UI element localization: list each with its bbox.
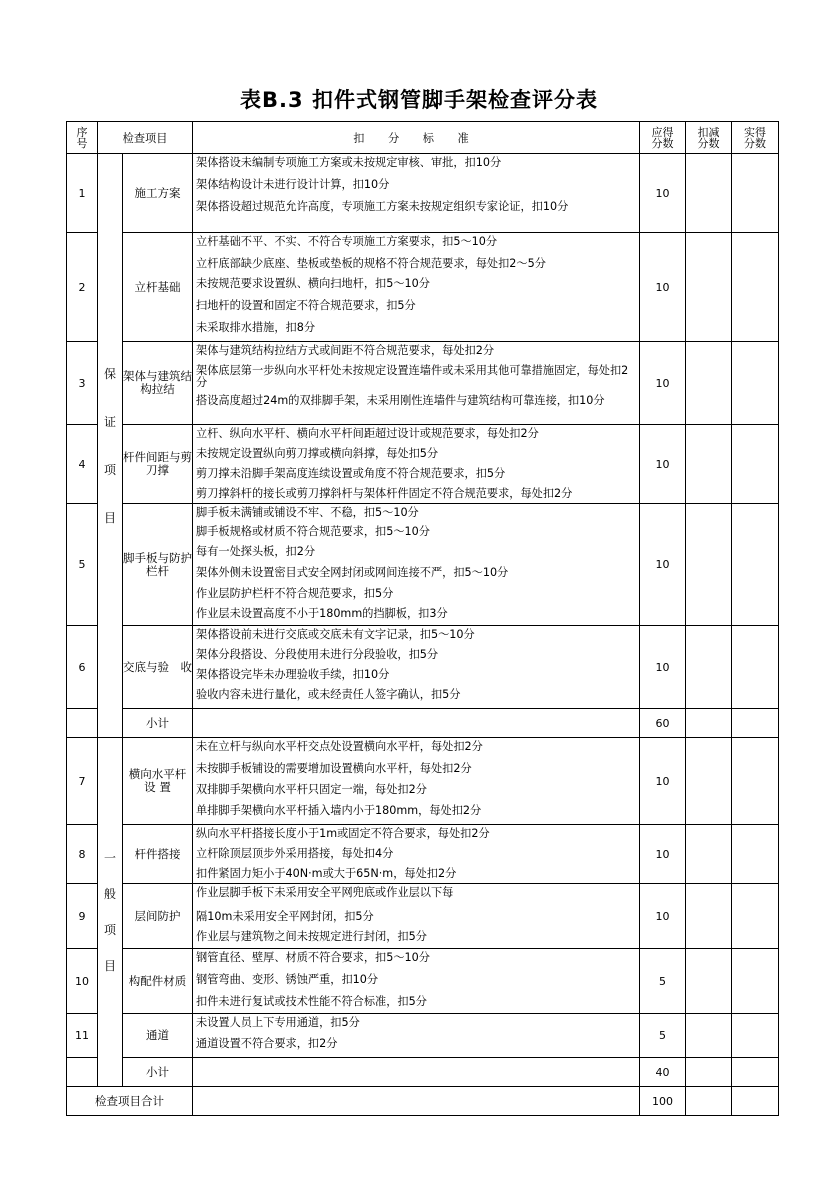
standard-line: 每有一处探头板，扣2分 <box>196 545 316 558</box>
due-score-text: 5 <box>659 1029 667 1042</box>
check-item-text: 架体与建筑结构拉结 <box>123 369 192 396</box>
standard-line: 架体搭设未编制专项施工方案或未按规定审核、审批，扣10分 <box>196 156 502 169</box>
due-score <box>640 342 686 425</box>
total-label-text: 检查项目合计 <box>95 1093 164 1108</box>
header-row <box>67 122 779 154</box>
standard-line: 未设置人员上下专用通道，扣5分 <box>196 1016 360 1029</box>
standard-line: 架体搭设前未进行交底或交底未有文字记录，扣5～10分 <box>196 628 475 641</box>
standard-cell <box>193 154 640 233</box>
header-item-text: 检查项目 <box>122 131 168 145</box>
actual-score-cell[interactable] <box>732 825 779 884</box>
due-score <box>640 884 686 949</box>
table-row <box>67 1014 779 1058</box>
row-number <box>67 738 98 825</box>
check-item <box>123 342 193 425</box>
check-item <box>123 154 193 233</box>
due-score-text: 10 <box>655 909 670 923</box>
check-item-text: 横向水平杆 设 置 <box>128 767 187 794</box>
check-item <box>123 738 193 825</box>
subtotal-actual-cell[interactable] <box>732 1058 779 1087</box>
group-char: 目 <box>103 510 116 525</box>
standard-line: 脚手板规格或材质不符合规范要求，扣5～10分 <box>196 525 430 538</box>
header-item <box>98 122 193 154</box>
row-number <box>67 1014 98 1058</box>
actual-score-cell[interactable] <box>732 884 779 949</box>
standard-line: 作业层脚手板下未采用安全平网兜底或作业层以下每 <box>196 886 454 899</box>
group-char: 保 <box>103 366 116 381</box>
deduct-score-cell[interactable] <box>686 738 732 825</box>
standard-line: 脚手板未满铺或铺设不牢、不稳，扣5～10分 <box>196 506 419 519</box>
deduct-score-cell[interactable] <box>686 949 732 1014</box>
standard-line: 钢管直径、壁厚、材质不符合要求，扣5～10分 <box>196 951 430 964</box>
subtotal-standard <box>193 709 640 738</box>
total-actual-cell[interactable] <box>732 1087 779 1116</box>
row-number-text: 6 <box>78 660 86 674</box>
check-item <box>123 825 193 884</box>
due-score <box>640 825 686 884</box>
group-char: 一 <box>103 851 116 865</box>
standard-line: 验收内容未进行量化，或未经责任人签字确认，扣5分 <box>196 688 461 701</box>
due-score <box>640 154 686 233</box>
standard-line: 搭设高度超过24m的双排脚手架，未采用刚性连墙件与建筑结构可靠连接，扣10分 <box>196 394 605 407</box>
standard-line: 立杆基础不平、不实、不符合专项施工方案要求，扣5～10分 <box>196 235 498 248</box>
deduct-score-cell[interactable] <box>686 154 732 233</box>
actual-score-cell[interactable] <box>732 626 779 709</box>
deduct-score-cell[interactable] <box>686 1014 732 1058</box>
subtotal-no <box>67 709 98 738</box>
row-number <box>67 342 98 425</box>
table-row <box>67 825 779 884</box>
check-item-text: 立杆基础 <box>134 279 181 294</box>
subtotal-score <box>640 1058 686 1087</box>
subtotal-actual-cell[interactable] <box>732 709 779 738</box>
check-item-text: 层间防护 <box>134 908 181 923</box>
row-number-text: 4 <box>78 457 86 471</box>
check-item-text: 交底与验 收 <box>123 659 192 674</box>
standard-cell <box>193 884 640 949</box>
due-score-text: 10 <box>655 847 670 861</box>
deduct-score-cell[interactable] <box>686 626 732 709</box>
subtotal-deduct-cell[interactable] <box>686 1058 732 1087</box>
standard-line: 架体外侧未设置密目式安全网封闭或网间连接不严，扣5～10分 <box>196 566 509 579</box>
row-number <box>67 626 98 709</box>
check-item <box>123 1014 193 1058</box>
standard-line: 纵向水平杆搭接长度小于1m或固定不符合要求，每处扣2分 <box>196 827 490 840</box>
standard-line: 立杆、纵向水平杆、横向水平杆间距超过设计或规范要求，每处扣2分 <box>196 427 539 440</box>
subtotal-label <box>123 1058 193 1087</box>
group-char: 目 <box>103 959 116 973</box>
group-char: 项 <box>103 923 116 937</box>
page-title: 表B.3 扣件式钢管脚手架检查评分表 <box>240 88 598 112</box>
subtotal-standard <box>193 1058 640 1087</box>
check-item-text: 施工方案 <box>134 185 181 200</box>
actual-score-cell[interactable] <box>732 1014 779 1058</box>
table-row <box>67 425 779 504</box>
standard-line: 未按规定设置纵向剪刀撑或横向斜撑，每处扣5分 <box>196 447 439 460</box>
due-score <box>640 425 686 504</box>
standard-cell <box>193 825 640 884</box>
subtotal-score-text: 60 <box>655 716 670 730</box>
due-score <box>640 626 686 709</box>
standard-cell <box>193 949 640 1014</box>
row-number-text: 11 <box>75 1029 89 1042</box>
row-number <box>67 825 98 884</box>
due-score-text: 10 <box>655 280 670 294</box>
standard-line: 立杆底部缺少底座、垫板或垫板的规格不符合规范要求，每处扣2～5分 <box>196 257 546 270</box>
subtotal-no <box>67 1058 98 1087</box>
table-row <box>67 154 779 233</box>
total-deduct-cell[interactable] <box>686 1087 732 1116</box>
row-number-text: 3 <box>78 376 86 390</box>
row-number-text: 5 <box>78 558 86 571</box>
row-number-text: 2 <box>78 280 86 294</box>
header-deduct <box>686 122 732 154</box>
header-actual-text: 实得 分数 <box>744 125 767 150</box>
header-no-text: 序 号 <box>76 125 88 150</box>
deduct-score-cell[interactable] <box>686 884 732 949</box>
standard-cell <box>193 1014 640 1058</box>
check-item <box>123 626 193 709</box>
due-score-text: 5 <box>659 974 667 988</box>
row-number-text: 1 <box>78 186 86 200</box>
standard-line: 未按脚手板铺设的需要增加设置横向水平杆，每处扣2分 <box>196 762 472 775</box>
deduct-score-cell[interactable] <box>686 425 732 504</box>
actual-score-cell[interactable] <box>732 738 779 825</box>
standard-line: 架体结构设计未进行设计计算，扣10分 <box>196 178 390 191</box>
standard-line: 未按规范要求设置纵、横向扫地杆，扣5～10分 <box>196 277 430 290</box>
score-table <box>66 121 779 1116</box>
check-item <box>123 884 193 949</box>
table-row <box>67 233 779 342</box>
actual-score-cell[interactable] <box>732 949 779 1014</box>
check-item-text: 通道 <box>146 1028 169 1042</box>
table-row <box>67 342 779 425</box>
row-number <box>67 233 98 342</box>
standard-cell <box>193 342 640 425</box>
standard-line: 通道设置不符合要求，扣2分 <box>196 1037 338 1050</box>
row-number-text: 7 <box>78 774 86 788</box>
standard-line: 架体底层第一步纵向水平杆处未按规定设置连墙件或未采用其他可靠措施固定，每处扣2分 <box>196 364 629 389</box>
standard-line: 扣件紧固力矩小于40N·m或大于65N·m，每处扣2分 <box>196 867 457 880</box>
standard-cell <box>193 626 640 709</box>
actual-score-cell[interactable] <box>732 233 779 342</box>
row-number <box>67 154 98 233</box>
row-number-text: 8 <box>78 847 86 861</box>
actual-score-cell[interactable] <box>732 504 779 626</box>
subtotal-row <box>67 1058 779 1087</box>
standard-line: 扣件未进行复试或技术性能不符合标准，扣5分 <box>196 995 427 1008</box>
table-row <box>67 884 779 949</box>
standard-line: 架体搭设完毕未办理验收手续，扣10分 <box>196 668 390 681</box>
actual-score-cell[interactable] <box>732 425 779 504</box>
due-score <box>640 738 686 825</box>
standard-line: 单排脚手架横向水平杆插入墙内小于180mm，每处扣2分 <box>196 804 482 817</box>
check-item <box>123 504 193 626</box>
total-standard <box>193 1087 640 1116</box>
due-score-text: 10 <box>655 457 670 471</box>
table-row <box>67 504 779 626</box>
check-item <box>123 425 193 504</box>
deduct-score-cell[interactable] <box>686 233 732 342</box>
header-actual <box>732 122 779 154</box>
due-score <box>640 504 686 626</box>
header-standard <box>193 122 640 154</box>
standard-line: 未在立杆与纵向水平杆交点处设置横向水平杆，每处扣2分 <box>196 740 483 753</box>
deduct-score-cell[interactable] <box>686 504 732 626</box>
standard-line: 作业层与建筑物之间未按规定进行封闭，扣5分 <box>196 930 427 943</box>
standard-line: 立杆除顶层顶步外采用搭接，每处扣4分 <box>196 847 394 860</box>
standard-line: 作业层防护栏杆不符合规范要求，扣5分 <box>196 587 394 600</box>
group-guarantee <box>98 154 123 738</box>
standard-cell <box>193 738 640 825</box>
row-number <box>67 425 98 504</box>
header-due-text: 应得 分数 <box>651 125 674 150</box>
subtotal-label <box>123 709 193 738</box>
check-item-text: 脚手板与防护栏杆 <box>123 550 192 578</box>
check-item-text: 杆件间距与剪刀撑 <box>123 450 192 477</box>
standard-line: 架体分段搭设、分段使用未进行分段验收，扣5分 <box>196 648 439 661</box>
standard-line: 作业层未设置高度不小于180mm的挡脚板，扣3分 <box>196 607 448 620</box>
deduct-score-cell[interactable] <box>686 825 732 884</box>
standard-line: 架体搭设超过规范允许高度，专项施工方案未按规定组织专家论证，扣10分 <box>196 200 569 213</box>
row-number <box>67 949 98 1014</box>
subtotal-row <box>67 709 779 738</box>
standard-cell <box>193 233 640 342</box>
header-no <box>67 122 98 154</box>
check-item <box>123 949 193 1014</box>
header-due <box>640 122 686 154</box>
deduct-score-cell[interactable] <box>686 342 732 425</box>
actual-score-cell[interactable] <box>732 342 779 425</box>
standard-cell <box>193 425 640 504</box>
due-score-text: 10 <box>655 376 670 390</box>
total-label <box>67 1087 193 1116</box>
group-char: 项 <box>103 462 116 477</box>
due-score-text: 10 <box>655 558 670 571</box>
header-deduct-text: 扣减 分数 <box>697 125 720 150</box>
due-score-text: 10 <box>655 774 670 788</box>
standard-line: 架体与建筑结构拉结方式或间距不符合规范要求，每处扣2分 <box>196 344 495 357</box>
subtotal-score <box>640 709 686 738</box>
group-char: 证 <box>103 414 116 429</box>
due-score <box>640 949 686 1014</box>
table-row <box>67 949 779 1014</box>
group-char: 般 <box>103 887 116 901</box>
check-item-text: 构配件材质 <box>128 973 187 988</box>
table-row <box>67 738 779 825</box>
row-number-text: 9 <box>78 909 86 923</box>
standard-line: 剪刀撑未沿脚手架高度连续设置或角度不符合规范要求，扣5分 <box>196 467 506 480</box>
subtotal-score-text: 40 <box>655 1065 670 1079</box>
due-score-text: 10 <box>655 186 670 200</box>
header-standard-text: 扣 分 标 准 <box>353 131 479 145</box>
due-score <box>640 1014 686 1058</box>
group-general <box>98 738 123 1087</box>
standard-cell <box>193 504 640 626</box>
standard-line: 双排脚手架横向水平杆只固定一端，每处扣2分 <box>196 783 427 796</box>
total-row <box>67 1087 779 1116</box>
row-number-text: 10 <box>75 974 89 988</box>
due-score-text: 10 <box>655 660 670 674</box>
due-score <box>640 233 686 342</box>
standard-line: 钢管弯曲、变形、锈蚀严重，扣10分 <box>196 973 379 986</box>
standard-line: 隔10m未采用安全平网封闭，扣5分 <box>196 910 374 923</box>
total-score <box>640 1087 686 1116</box>
table-row <box>67 626 779 709</box>
standard-line: 扫地杆的设置和固定不符合规范要求，扣5分 <box>196 299 416 312</box>
subtotal-deduct-cell[interactable] <box>686 709 732 738</box>
total-score-text: 100 <box>652 1094 674 1108</box>
row-number <box>67 504 98 626</box>
actual-score-cell[interactable] <box>732 154 779 233</box>
row-number <box>67 884 98 949</box>
check-item-text: 杆件搭接 <box>134 846 181 861</box>
subtotal-label-text: 小计 <box>146 715 169 730</box>
subtotal-label-text: 小计 <box>146 1064 169 1079</box>
standard-line: 剪刀撑斜杆的接长或剪刀撑斜杆与架体杆件固定不符合规范要求，每处扣2分 <box>196 487 573 500</box>
check-item <box>123 233 193 342</box>
standard-line: 未采取排水措施，扣8分 <box>196 321 316 334</box>
